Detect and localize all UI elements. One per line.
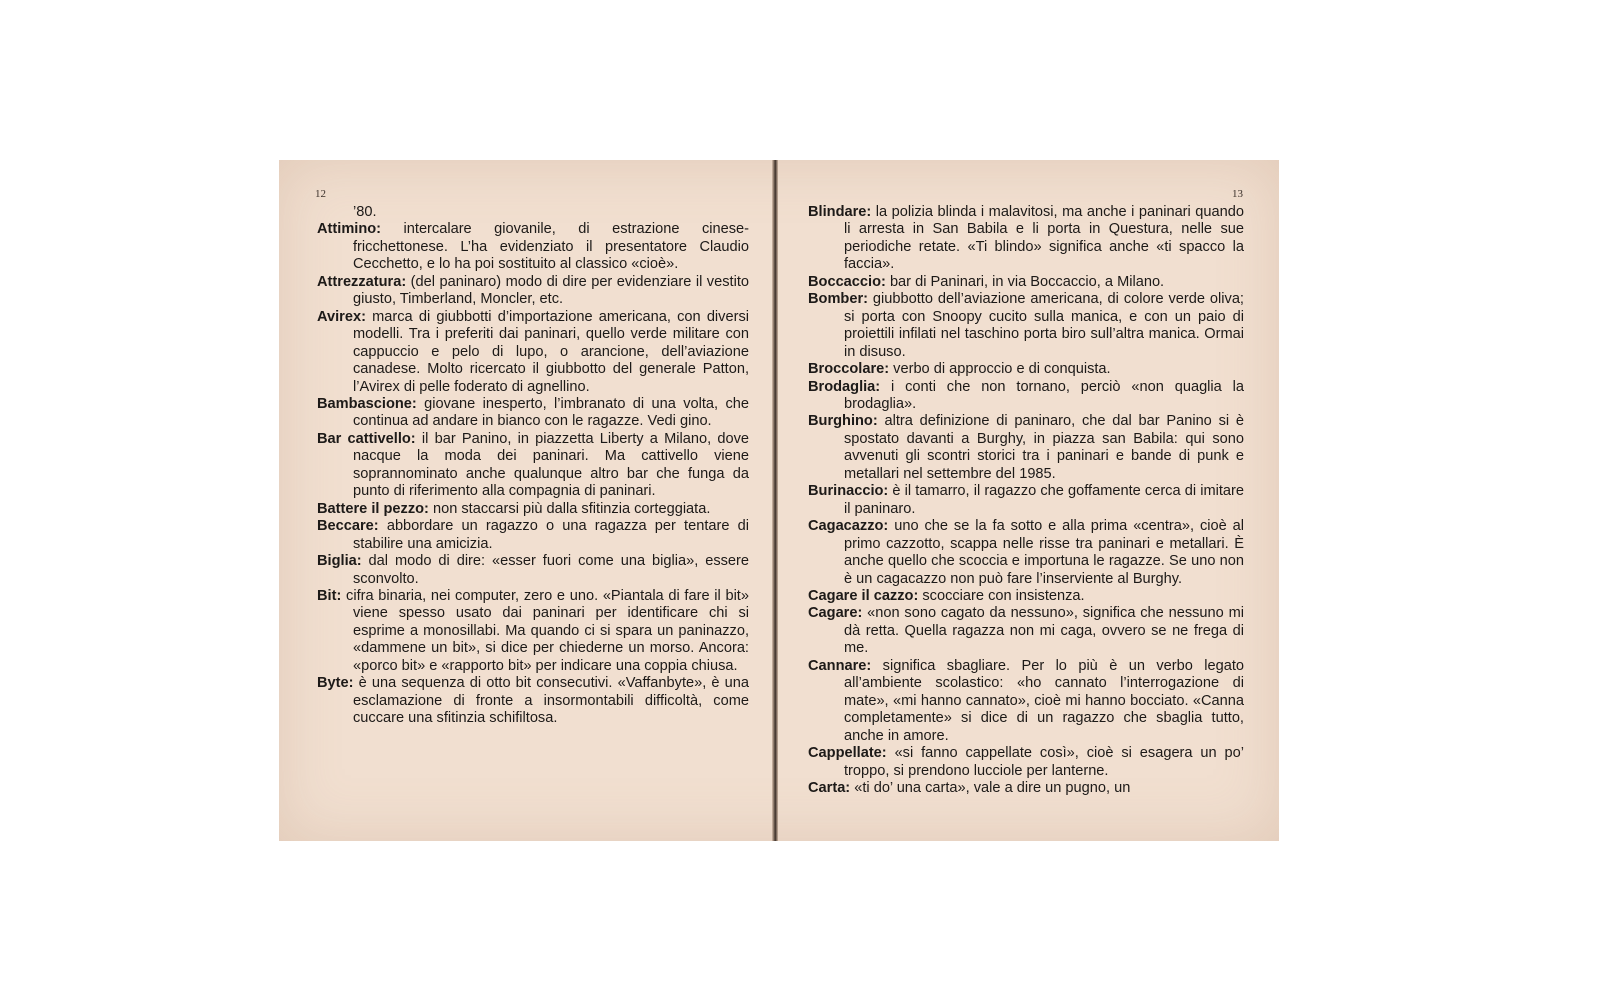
entry-term: Blindare: <box>808 204 872 220</box>
entry-text: marca di giubbotti d’importazione americana, con diversi modelli. Tra i preferiti dai paninari, quello verde militare con cappuccio e pelo di lupo, o arancione, dell’aviazione canadese. Molto ricercato il giubbotto del generale Patton, l’Avirex di pelle foderato di agnellino. <box>353 308 749 395</box>
dictionary-entry <box>317 274 749 309</box>
entry-text: il bar Panino, in piazzetta Liberty a Milano, dove nacque la moda dei paninari. Ma cattivello viene soprannominato anche qualunque altro bar che funga da punto di riferimento alla compagnia di paninari. <box>353 430 750 500</box>
entry-text: cifra binaria, nei computer, zero e uno. «Piantala di fare il bit» viene spesso usato dai paninari per identificare chi si esprime a monosillabi. Ma quando ci si spara un paninazzo, «dammene un bit», si dice per chiederne un morso. Ancora: «porco bit» e «rapporto bit» per indicare una coppia chiusa. <box>346 587 749 674</box>
dictionary-entry <box>808 588 1244 605</box>
entry-term: Byte: <box>317 675 354 692</box>
dictionary-entry <box>808 291 1244 361</box>
entry-text: «ti do’ una carta», vale a dire un pugno, un <box>854 779 1131 796</box>
dictionary-entry <box>808 518 1244 588</box>
left-page <box>279 160 772 841</box>
entry-term: Broccolare: <box>808 361 890 378</box>
dictionary-entry <box>317 553 749 588</box>
dictionary-entry <box>808 413 1244 483</box>
dictionary-entry <box>808 204 1244 274</box>
entry-text: giubbotto dell’aviazione americana, di colore verde oliva; si porta con Snoopy cucito sulla manica, e con un paio di proiettili infilati nel taschino porta biro sull’altra manica. Ormai in disuso. <box>844 291 1244 360</box>
dictionary-entry <box>317 588 749 675</box>
entry-text: significa sbagliare. Per lo più è un verbo legato all’ambiente scolastico: «ho cannato l’interrogazione di mate», «mi hanno cannato», cioè mi hanno bocciato. «Canna completamente» si dice di un ragazzo che sbaglia tutto, anche in amore. <box>844 657 1244 744</box>
entry-text: «si fanno cappellate così», cioè si esagera un po’ troppo, si prendono lucciole per lanterne. <box>844 745 1244 779</box>
entry-text: scocciare con insistenza. <box>922 587 1085 604</box>
page-number: 13 <box>1232 188 1243 200</box>
entry-term: Biglia: <box>317 553 362 570</box>
dictionary-entry <box>808 379 1244 414</box>
dictionary-entry <box>808 361 1244 378</box>
entry-text: abbordare un ragazzo o una ragazza per tentare di stabilire una amicizia. <box>353 518 749 552</box>
entry-text: «non sono cagato da nessuno», significa che nessuno mi dà retta. Quella ragazza non mi caga, ovvero se ne frega di me. <box>844 605 1244 657</box>
entry-text: (del paninaro) modo di dire per evidenziare il vestito giusto, Timberland, Moncler, etc. <box>353 273 749 308</box>
page-number: 12 <box>315 188 326 200</box>
entry-text: bar di Paninari, in via Boccaccio, a Milano. <box>889 273 1165 290</box>
entry-term: Bambascione: <box>317 395 417 412</box>
dictionary-entry <box>808 658 1244 745</box>
entry-term: Avirex: <box>317 308 366 325</box>
entry-term: Cagare il cazzo: <box>808 587 919 604</box>
entry-text: la polizia blinda i malavitosi, ma anche i paninari quando li arresta in San Babila e li porta in Questura, nelle sue periodiche retate. «Ti blindo» significa anche «ti spacco la faccia». <box>844 204 1244 273</box>
dictionary-entry <box>317 518 749 553</box>
entry-text: giovane inesperto, l’imbranato di una volta, che continua ad andare in bianco con le ragazze. Vedi gino. <box>353 395 749 430</box>
entry-term: Burghino: <box>808 413 878 430</box>
entry-text: altra definizione di paninaro, che dal bar Panino si è spostato davanti a Burghy, in piazza san Babila: qui sono avvenuti gli scontri storici tra i paninari e bande di punk e metallari nel settembre del 1985. <box>844 413 1244 482</box>
entry-term: Cappellate: <box>808 745 887 762</box>
right-page <box>778 160 1279 841</box>
entry-term: Boccaccio: <box>808 273 886 290</box>
dictionary-entry <box>808 605 1244 657</box>
dictionary-entry <box>808 745 1244 780</box>
entry-term: Cagare: <box>808 605 863 622</box>
left-page-column <box>317 204 749 728</box>
entry-term: Beccare: <box>317 518 379 535</box>
book-spread <box>279 160 1279 841</box>
entry-term: Burinaccio: <box>808 483 889 500</box>
dictionary-entry <box>317 501 749 518</box>
entry-text: dal modo di dire: «esser fuori come una biglia», essere sconvolto. <box>353 553 750 587</box>
entry-text: uno che se la fa sotto e alla prima «centra», cioè al primo cazzotto, scappa nelle risse tra paninari e metallari. È anche quello che scoccia e importuna le ragazze. Se uno non è un cagacazzo non può fare l’inserviente al Burghy. <box>844 518 1244 587</box>
entry-text: i conti che non tornano, perciò «non quaglia la brodaglia». <box>844 378 1244 412</box>
dictionary-entry <box>317 675 749 727</box>
dictionary-entry <box>317 309 749 396</box>
dictionary-entry <box>808 780 1244 797</box>
entry-text: non staccarsi più dalla sfitinzia corteggiata. <box>432 500 711 517</box>
entry-term: Attrezzatura: <box>317 273 407 290</box>
dictionary-entry <box>317 204 749 221</box>
entry-term: Bomber: <box>808 291 868 308</box>
dictionary-entry <box>317 431 749 501</box>
entry-text: ’80. <box>353 204 377 220</box>
right-page-column <box>808 204 1244 797</box>
entry-term: Battere il pezzo: <box>317 500 429 517</box>
entry-text: intercalare giovanile, di estrazione cinese-fricchettonese. L’ha evidenziato il presentatore Claudio Cecchetto, e lo ha poi sostituito al classico «cioè». <box>353 221 749 273</box>
entry-term: Cagacazzo: <box>808 518 889 535</box>
dictionary-entry <box>808 483 1244 518</box>
entry-text: è una sequenza di otto bit consecutivi. «Vaffanbyte», è una esclamazione di fronte a insormontabili difficoltà, come cuccare una sfitinzia schifiltosa. <box>353 675 749 727</box>
entry-text: verbo di approccio e di conquista. <box>893 361 1111 378</box>
entry-text: è il tamarro, il ragazzo che goffamente cerca di imitare il paninaro. <box>844 483 1244 517</box>
entry-term: Carta: <box>808 779 851 796</box>
dictionary-entry <box>808 274 1244 291</box>
entry-term: Attimino: <box>317 221 382 238</box>
dictionary-entry <box>317 396 749 431</box>
dictionary-entry <box>317 221 749 273</box>
entry-term: Cannare: <box>808 657 872 674</box>
entry-term: Bar cattivello: <box>317 430 416 447</box>
entry-term: Bit: <box>317 587 342 604</box>
entry-term: Brodaglia: <box>808 378 881 395</box>
